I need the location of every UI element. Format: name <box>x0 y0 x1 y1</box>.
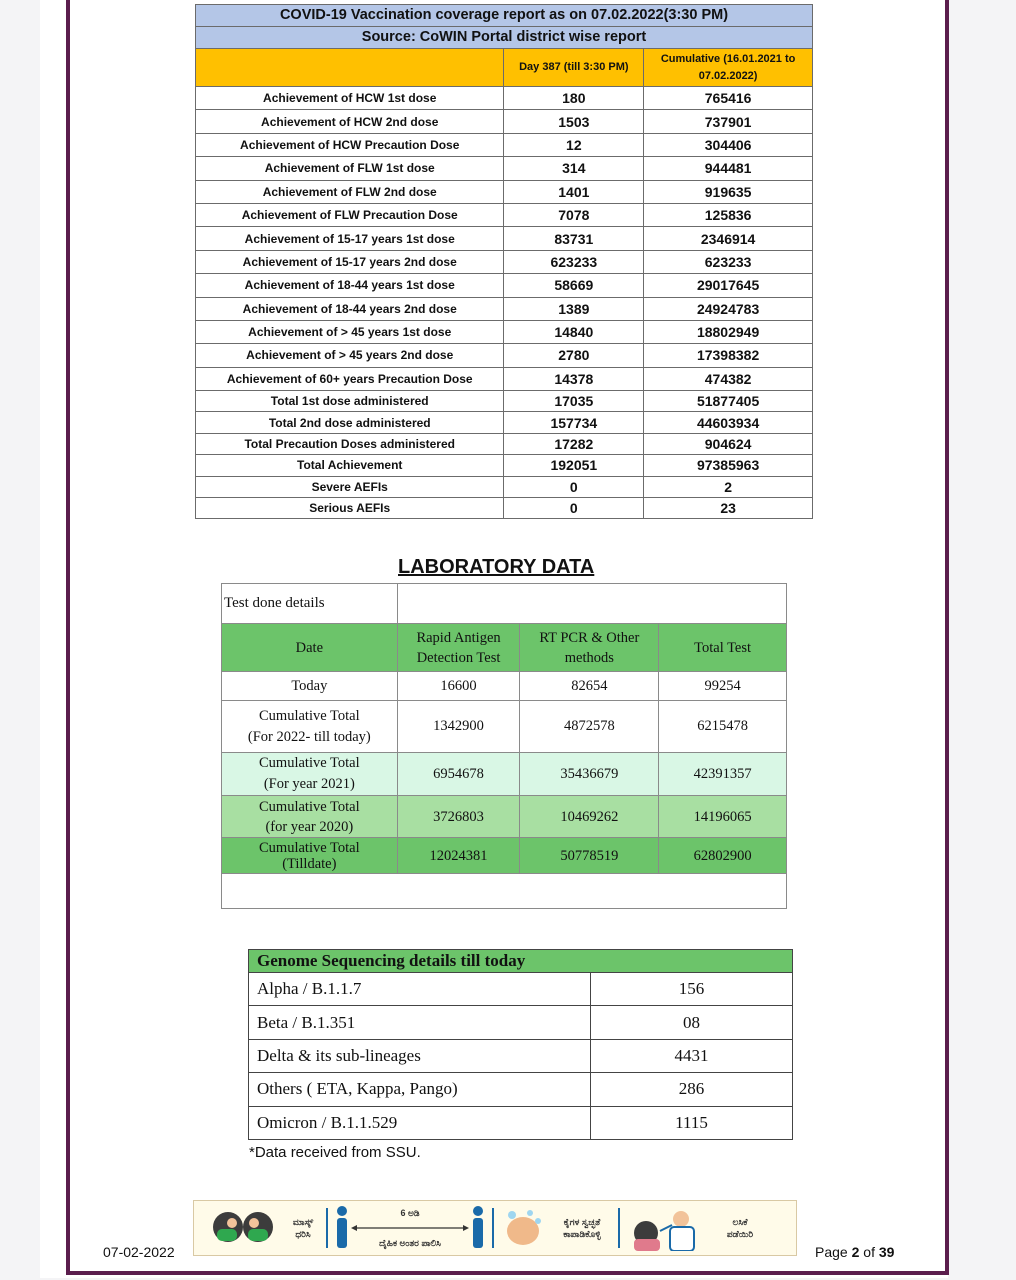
genome-row: Delta & its sub-lineages 4431 <box>249 1039 793 1072</box>
vaccination-row: Total 2nd dose administered 157734 44603934 <box>196 412 813 433</box>
vaccination-text: ಲಸಿಕೆ ಪಡೆಯಿರಿ <box>726 1217 754 1239</box>
banner-divider <box>492 1208 494 1248</box>
vaccination-table <box>195 4 813 519</box>
vaccination-row: Achievement of FLW Precaution Dose 7078 125836 <box>196 203 813 226</box>
vaccination-row: Achievement of HCW 1st dose 180 765416 <box>196 87 813 110</box>
header-blank <box>196 49 504 87</box>
banner-divider <box>618 1208 620 1248</box>
vaccination-row: Achievement of FLW 2nd dose 1401 919635 <box>196 180 813 203</box>
genome-row: Beta / B.1.351 08 <box>249 1006 793 1039</box>
vaccination-row: Achievement of > 45 years 1st dose 14840 18802949 <box>196 320 813 343</box>
page-number: Page 2 of 39 <box>815 1244 895 1260</box>
test-done-details: Test done details <box>222 584 398 624</box>
vaccination-row: Achievement of 18-44 years 1st dose 58669 29017645 <box>196 274 813 297</box>
person-icon <box>334 1205 350 1251</box>
genome-row: Others ( ETA, Kappa, Pango) 286 <box>249 1073 793 1106</box>
vaccination-row: Achievement of HCW Precaution Dose 12 304406 <box>196 133 813 156</box>
vaccination-row: Achievement of 60+ years Precaution Dose 14378 474382 <box>196 367 813 390</box>
vaccination-row: Achievement of 15-17 years 1st dose 83731 2346914 <box>196 227 813 250</box>
vaccination-row: Achievement of 18-44 years 2nd dose 1389 24924783 <box>196 297 813 320</box>
genome-row: Omicron / B.1.1.529 1115 <box>249 1106 793 1139</box>
vaccination-row: Severe AEFIs 0 2 <box>196 476 813 497</box>
vaccination-row: Achievement of FLW 1st dose 314 944481 <box>196 157 813 180</box>
header-day: Day 387 (till 3:30 PM) <box>504 49 644 87</box>
lab-header-rtpcr: RT PCR & Other methods <box>520 624 659 672</box>
person-icon <box>470 1205 486 1251</box>
vaccination-row: Serious AEFIs 0 23 <box>196 498 813 519</box>
covid-appropriate-behaviour-banner <box>193 1200 797 1256</box>
header-cumulative: Cumulative (16.01.2021 to 07.02.2022) <box>644 49 813 87</box>
vaccination-title: COVID-19 Vaccination coverage report as on 07.02.2022(3:30 PM) <box>196 5 813 27</box>
mask-people-icon <box>208 1205 280 1251</box>
vaccination-row: Total Precaution Doses administered 17282 904624 <box>196 433 813 454</box>
hand-wash-icon <box>500 1205 546 1251</box>
lab-header-date: Date <box>222 624 398 672</box>
vaccination-row: Achievement of > 45 years 2nd dose 2780 17398382 <box>196 344 813 367</box>
lab-row-2021: Cumulative Total (For year 2021) 6954678 35436679 42391357 <box>222 753 787 796</box>
laboratory-title: LABORATORY DATA <box>398 556 595 578</box>
banner-divider <box>326 1208 328 1248</box>
lab-row-today: Today 16600 82654 99254 <box>222 672 787 701</box>
distance-text: 6 ಅಡಿ ದೈಹಿಕ ಅಂತರ ಪಾಲಿಸಿ <box>350 1207 470 1249</box>
genome-title: Genome Sequencing details till today <box>249 950 793 973</box>
vaccination-row: Total 1st dose administered 17035 51877405 <box>196 391 813 412</box>
laboratory-table <box>221 583 787 909</box>
lab-header-rapid: Rapid Antigen Detection Test <box>397 624 520 672</box>
genome-row: Alpha / B.1.1.7 156 <box>249 973 793 1006</box>
hand-wash-text: ಕೈಗಳ ಸ್ವಚ್ಛತೆ ಕಾಪಾಡಿಕೊಳ್ಳಿ <box>563 1217 601 1239</box>
lab-header-total: Total Test <box>659 624 787 672</box>
vaccination-row: Achievement of HCW 2nd dose 1503 737901 <box>196 110 813 133</box>
data-source-note: *Data received from SSU. <box>249 1144 421 1161</box>
lab-row-2020: Cumulative Total (for year 2020) 3726803 10469262 14196065 <box>222 796 787 838</box>
vaccination-source: Source: CoWIN Portal district wise report <box>196 27 813 49</box>
genome-table <box>248 949 793 1140</box>
lab-row-tilldate: Cumulative Total (Tilldate) 12024381 50778519 62802900 <box>222 838 787 874</box>
mask-text: ಮಾಸ್ಕ್ ಧರಿಸಿ <box>292 1217 314 1239</box>
double-arrow-icon <box>351 1224 469 1232</box>
footer-date: 07-02-2022 <box>103 1244 175 1260</box>
vaccination-row: Total Achievement 192051 97385963 <box>196 455 813 476</box>
vaccination-row: Achievement of 15-17 years 2nd dose 623233 623233 <box>196 250 813 273</box>
lab-row-2022: Cumulative Total (For 2022- till today) 1342900 4872578 6215478 <box>222 701 787 753</box>
vaccination-icon <box>626 1205 706 1251</box>
